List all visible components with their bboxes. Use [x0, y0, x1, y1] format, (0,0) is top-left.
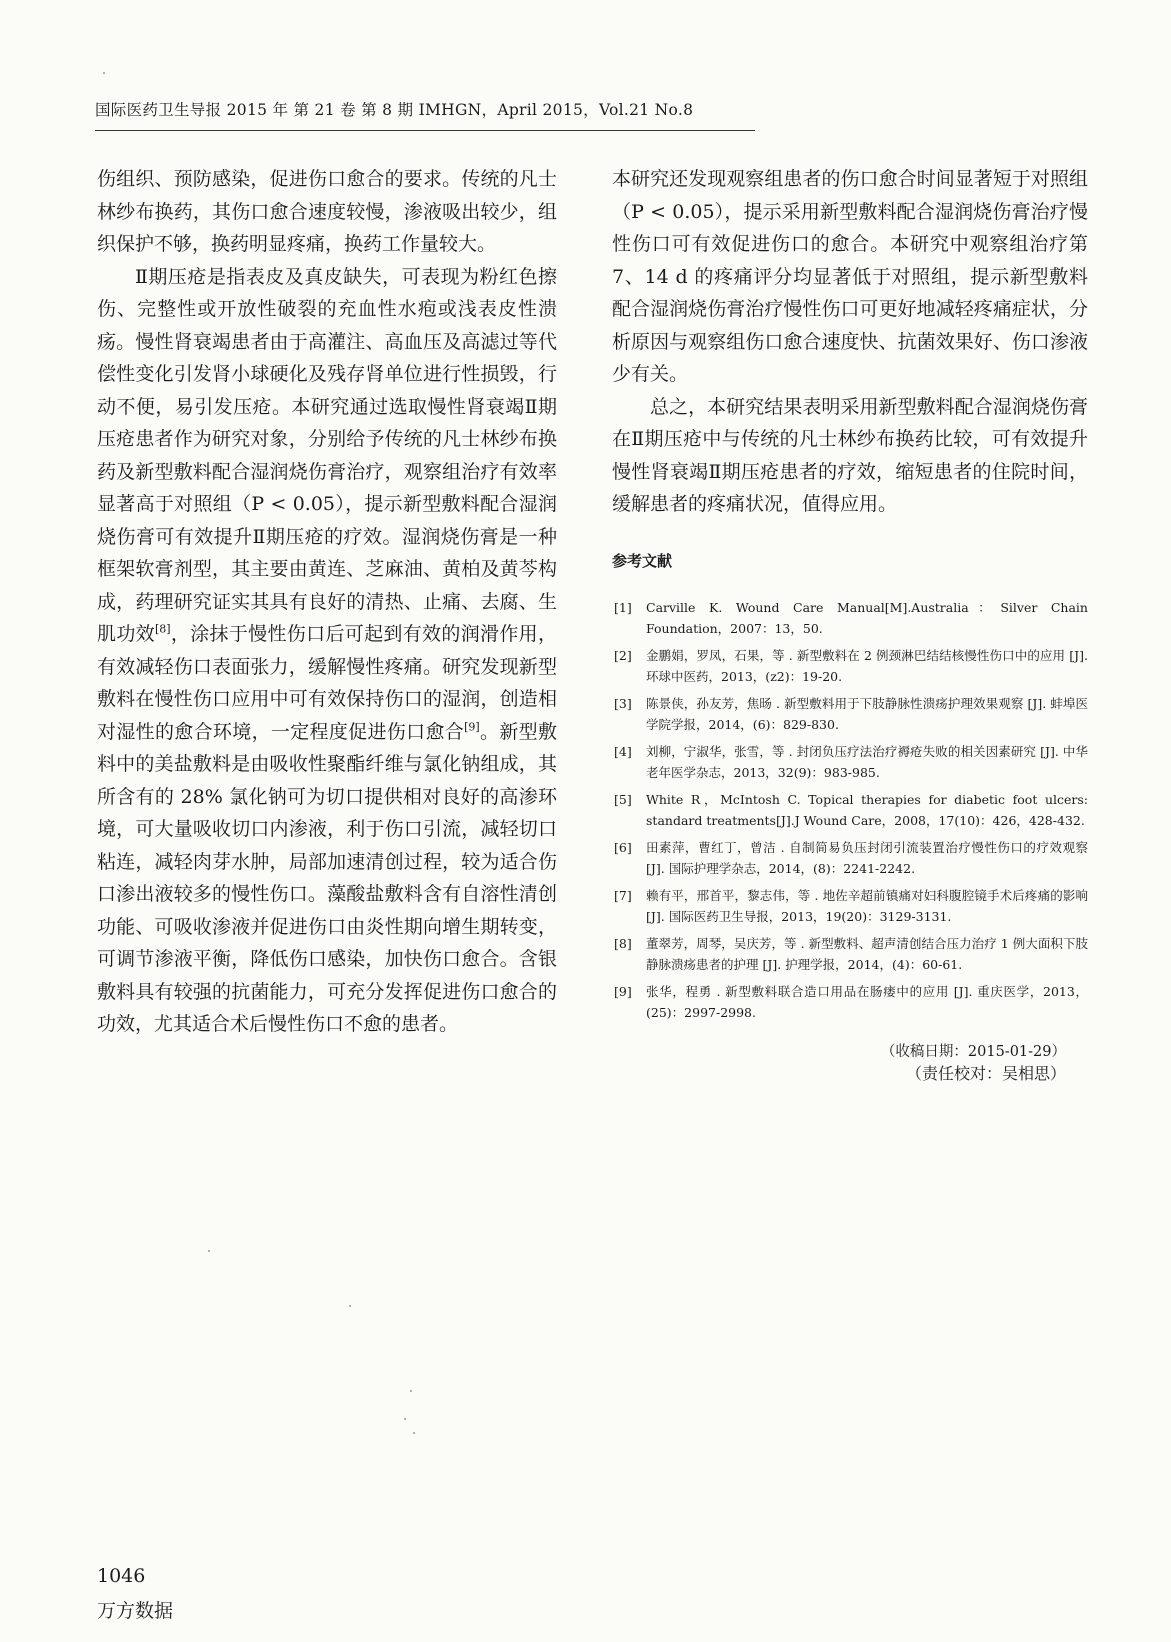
reference-item: [612, 933, 1088, 975]
proofreader: （责任校对：吴相思）: [905, 1064, 1066, 1083]
scan-speck: [413, 1432, 415, 1434]
citation-9: [9]: [464, 720, 480, 734]
page-number: 1046: [97, 1565, 146, 1587]
left-column: [97, 163, 557, 1041]
right-column: [612, 163, 1088, 1085]
reference-text: White R，McIntosh C. Topical therapies for diabetic foot ulcers: standard treatments[J].J Wound Care，2008，17(10)：426，428-432.: [646, 792, 1088, 828]
reference-text: 赖有平，邢首平，黎志伟，等 . 地佐辛超前镇痛对妇科腹腔镜手术后疼痛的影响 [J]. 国际医药卫生导报，2013，19(20)：3129-3131.: [646, 888, 1088, 924]
reference-item: [612, 837, 1088, 879]
reference-item: [612, 789, 1088, 831]
watermark: 万方数据: [97, 1600, 174, 1622]
reference-text: 金鹏娟，罗凤，石果，等 . 新型敷料在 2 例颈淋巴结结核慢性伤口中的应用 [J]. 环球中医药，2013，(z2)：19-20.: [646, 648, 1088, 684]
reference-item: [612, 885, 1088, 927]
reference-item: [612, 981, 1088, 1023]
reference-item: [612, 741, 1088, 783]
scan-speck: [349, 1305, 351, 1307]
reference-number: [8]: [614, 936, 632, 951]
reference-item: [612, 645, 1088, 687]
scan-speck: [208, 1250, 210, 1252]
reference-number: [9]: [614, 984, 632, 999]
reference-text: Carville K. Wound Care Manual[M].Australia：Silver Chain Foundation，2007：13，50.: [646, 600, 1088, 636]
paragraph-text: 。新型敷料中的美盐敷料是由吸收性聚酯纤维与氯化钠组成，其所含有的 28% 氯化钠可为切口提供相对良好的高渗环境，可大量吸收切口内渗液，利于伤口引流，减轻切口粘连，减轻肉芽水肿，局部加速清创过程，较为适合伤口渗出液较多的慢性伤口。藻酸盐敷料含有自溶性清创功能、可吸收渗液并促进伤口由炎性期向增生期转变，可调节渗液平衡，降低伤口感染，加快伤口愈合。含银敷料具有较强的抗菌能力，可充分发挥促进伤口愈合的功效，尤其适合术后慢性伤口不愈的患者。: [97, 720, 557, 1035]
paragraph: 总之，本研究结果表明采用新型敷料配合湿润烧伤膏在Ⅱ期压疮中与传统的凡士林纱布换药比较，可有效提升慢性肾衰竭Ⅱ期压疮患者的疗效，缩短患者的住院时间，缓解患者的疼痛状况，值得应用。: [612, 395, 1088, 515]
running-header: 国际医药卫生导报 2015 年 第 21 卷 第 8 期 IMHGN，April 2015，Vol.21 No.8: [95, 101, 694, 119]
reference-number: [4]: [614, 744, 632, 759]
reference-number: [1]: [614, 600, 632, 615]
header-rule: [95, 130, 755, 131]
paragraph-text: Ⅱ期压疮是指表皮及真皮缺失，可表现为粉红色擦伤、完整性或开放性破裂的充血性水疱或浅表皮性溃疡。慢性肾衰竭患者由于高灌注、高血压及高滤过等代偿性变化引发肾小球硬化及残存肾单位进行性损毁，行动不便，易引发压疮。本研究通过选取慢性肾衰竭Ⅱ期压疮患者作为研究对象，分别给予传统的凡士林纱布换药及新型敷料配合湿润烧伤膏治疗，观察组治疗有效率显著高于对照组（P < 0.05），提示新型敷料配合湿润烧伤膏可有效提升Ⅱ期压疮的疗效。湿润烧伤膏是一种框架软膏剂型，其主要由黄连、芝麻油、黄柏及黄芩构成，药理研究证实其具有良好的清热、止痛、去腐、生肌功效: [97, 265, 557, 645]
reference-text: 田素萍，曹红丁，曾洁 . 自制简易负压封闭引流装置治疗慢性伤口的疗效观察 [J]. 国际护理学杂志，2014，(8)：2241-2242.: [646, 840, 1088, 876]
scan-speck: [103, 72, 105, 74]
reference-number: [2]: [614, 648, 632, 663]
scan-speck: [410, 1390, 412, 1392]
citation-8: [8]: [154, 622, 171, 636]
reference-text: 董翠芳，周琴，吴庆芳，等 . 新型敷料、超声清创结合压力治疗 1 例大面积下肢静脉溃疡患者的护理 [J]. 护理学报，2014，(4)：60-61.: [646, 936, 1088, 972]
article-meta: [612, 1041, 1088, 1085]
reference-item: [612, 597, 1088, 639]
reference-text: 刘柳，宁淑华，张雪，等 . 封闭负压疗法治疗褥疮失败的相关因素研究 [J]. 中华老年医学杂志，2013，32(9)：983-985.: [646, 744, 1088, 780]
reference-item: [612, 693, 1088, 735]
references-title: 参考文献: [612, 551, 673, 570]
reference-number: [6]: [614, 840, 632, 855]
reference-number: [3]: [614, 696, 632, 711]
received-date: （收稿日期：2015-01-29）: [880, 1044, 1066, 1060]
scan-speck: [404, 1418, 406, 1420]
reference-number: [7]: [614, 888, 632, 903]
paragraph: 本研究还发现观察组患者的伤口愈合时间显著短于对照组（P < 0.05），提示采用新型敷料配合湿润烧伤膏治疗慢性伤口可有效促进伤口的愈合。本研究中观察组治疗第 7、14 d 的疼痛评分均显著低于对照组，提示新型敷料配合湿润烧伤膏治疗慢性伤口可更好地减轻疼痛症状，分析原因与观察组伤口愈合速度快、抗菌效果好、伤口渗液少有关。: [612, 168, 1088, 385]
reference-number: [5]: [614, 792, 632, 807]
paragraph-text: ，涂抹于慢性伤口后可起到有效的润滑作用，有效减轻伤口表面张力，缓解慢性疼痛。研究发现新型敷料在慢性伤口应用中可有效保持伤口的湿润，创造相对湿性的愈合环境，一定程度促进伤口愈合: [97, 623, 557, 743]
references-list: [612, 597, 1088, 1023]
paragraph: 伤组织、预防感染，促进伤口愈合的要求。传统的凡士林纱布换药，其伤口愈合速度较慢，渗液吸出较少，组织保护不够，换药明显疼痛，换药工作量较大。: [97, 168, 557, 255]
paragraph: [97, 261, 557, 1041]
reference-text: 张华，程勇 . 新型敷料联合造口用品在肠瘘中的应用 [J]. 重庆医学，2013，(25)：2997-2998.: [646, 984, 1088, 1020]
reference-text: 陈景侠，孙友芳，焦旸 . 新型敷料用于下肢静脉性溃疡护理效果观察 [J]. 蚌埠医学院学报，2014，(6)：829-830.: [646, 696, 1088, 732]
